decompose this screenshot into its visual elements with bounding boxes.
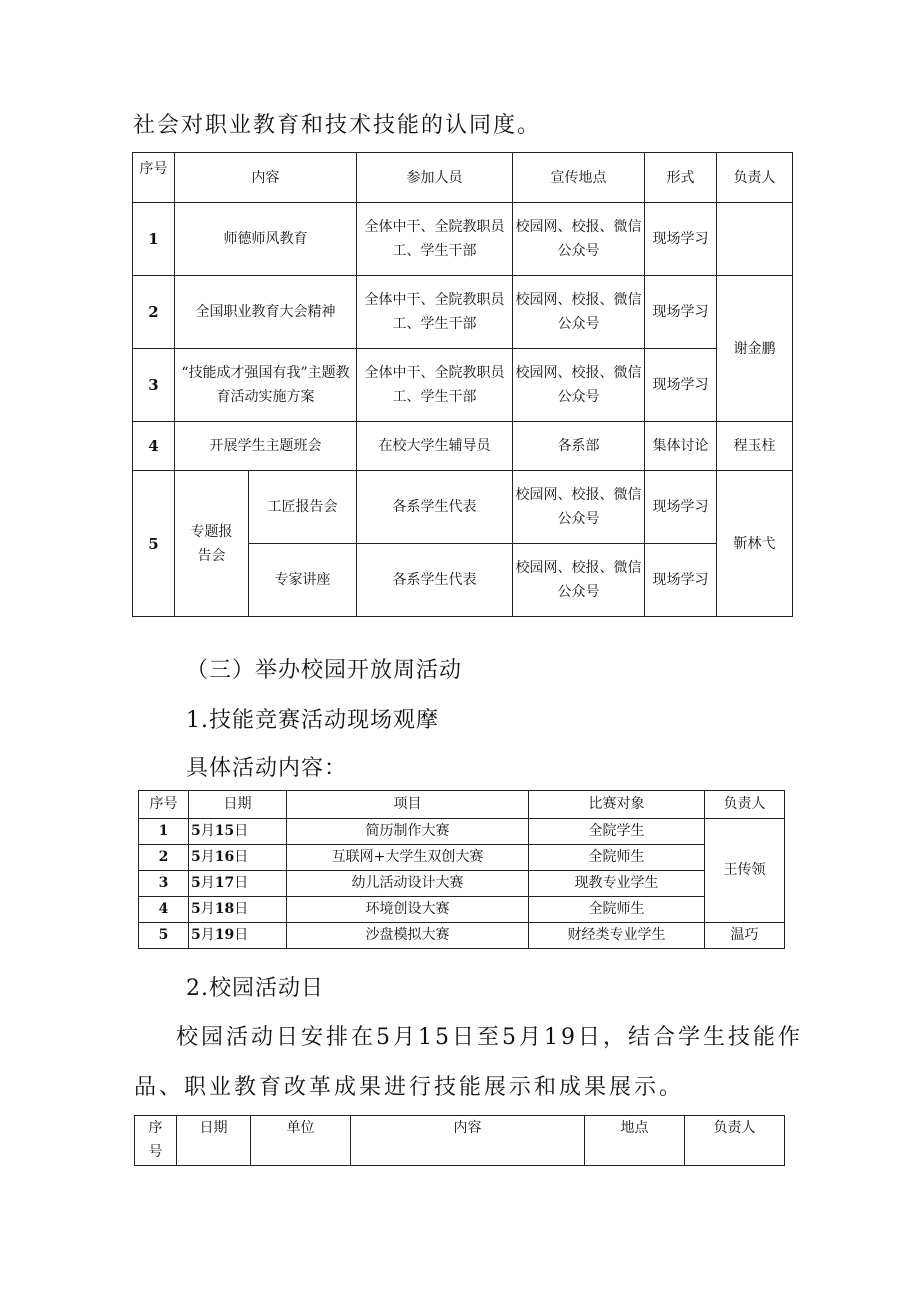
header-cell: 比赛对象	[529, 791, 705, 819]
header-cell: 地点	[585, 1116, 685, 1166]
participants-cell: 全体中干、全院教职员工、学生干部	[357, 276, 513, 349]
date-cell: 5月15日	[189, 819, 287, 845]
item1-title: 1.技能竞赛活动现场观摩	[186, 708, 439, 733]
form-cell: 现场学习	[645, 544, 717, 617]
item1-subtitle: 具体活动内容：	[186, 756, 348, 781]
header-cell: 负责人	[685, 1116, 785, 1166]
table-row	[139, 897, 785, 923]
owner-cell: 靳林弋	[717, 471, 793, 617]
project-cell: 沙盘模拟大赛	[287, 923, 529, 949]
row-number: 4	[133, 422, 175, 471]
sub-content-cell: 工匠报告会	[249, 471, 357, 544]
table-row	[133, 276, 793, 349]
form-cell: 集体讨论	[645, 422, 717, 471]
header-cell: 项目	[287, 791, 529, 819]
content-cell: 专题报告会	[175, 471, 249, 617]
row-number: 5	[133, 471, 175, 617]
table-row	[133, 422, 793, 471]
location-cell: 校园网、校报、微信公众号	[513, 471, 645, 544]
row-number: 5	[139, 923, 189, 949]
date-cell: 5月19日	[189, 923, 287, 949]
header-cell: 序号	[139, 791, 189, 819]
location-cell: 各系部	[513, 422, 645, 471]
project-cell: 环境创设大赛	[287, 897, 529, 923]
item2-title: 2.校园活动日	[186, 976, 324, 1001]
paragraph-line-2: 品、职业教育改革成果进行技能展示和成果展示。	[134, 1075, 685, 1100]
date-cell: 5月16日	[189, 845, 287, 871]
owner-cell: 王传领	[705, 819, 785, 923]
participants-cell: 各系学生代表	[357, 471, 513, 544]
target-cell: 全院学生	[529, 819, 705, 845]
row-number: 2	[133, 276, 175, 349]
header-cell: 日期	[177, 1116, 251, 1166]
header-cell: 参加人员	[357, 153, 513, 203]
header-cell: 形式	[645, 153, 717, 203]
table-header-row	[135, 1116, 785, 1166]
row-number: 3	[139, 871, 189, 897]
date-cell: 5月18日	[189, 897, 287, 923]
header-cell: 序号	[135, 1116, 177, 1166]
section3-title: （三）举办校园开放周活动	[186, 658, 463, 683]
table-row	[133, 349, 793, 422]
participants-cell: 全体中干、全院教职员工、学生干部	[357, 349, 513, 422]
form-cell: 现场学习	[645, 203, 717, 276]
header-cell: 序号	[133, 153, 175, 203]
participants-cell: 全体中干、全院教职员工、学生干部	[357, 203, 513, 276]
table-header-row	[133, 153, 793, 203]
location-cell: 校园网、校报、微信公众号	[513, 544, 645, 617]
header-cell: 宣传地点	[513, 153, 645, 203]
paragraph-line-1: 校园活动日安排在5月15日至5月19日，结合学生技能作	[176, 1025, 803, 1050]
header-cell: 单位	[251, 1116, 351, 1166]
row-number: 4	[139, 897, 189, 923]
owner-cell: 谢金鹏	[717, 276, 793, 422]
location-cell: 校园网、校报、微信公众号	[513, 276, 645, 349]
participants-cell: 在校大学生辅导员	[357, 422, 513, 471]
empty-cell	[717, 203, 793, 276]
project-cell: 简历制作大赛	[287, 819, 529, 845]
competition-table	[138, 790, 785, 949]
content-cell: 师德师风教育	[175, 203, 357, 276]
intro-line: 社会对职业教育和技术技能的认同度。	[133, 113, 542, 138]
header-cell: 内容	[175, 153, 357, 203]
row-number: 3	[133, 349, 175, 422]
sub-content-cell: 专家讲座	[249, 544, 357, 617]
table-row	[133, 471, 793, 544]
row-number: 2	[139, 845, 189, 871]
target-cell: 全院师生	[529, 897, 705, 923]
row-number: 1	[139, 819, 189, 845]
target-cell: 财经类专业学生	[529, 923, 705, 949]
project-cell: 互联网+大学生双创大赛	[287, 845, 529, 871]
table-row	[139, 819, 785, 845]
table-row	[139, 871, 785, 897]
form-cell: 现场学习	[645, 349, 717, 422]
owner-cell: 程玉柱	[717, 422, 793, 471]
table-row	[133, 203, 793, 276]
header-cell: 负责人	[705, 791, 785, 819]
content-cell: “技能成才强国有我”主题教育活动实施方案	[175, 349, 357, 422]
target-cell: 全院师生	[529, 845, 705, 871]
table-header-row	[139, 791, 785, 819]
row-number: 1	[133, 203, 175, 276]
content-cell: 开展学生主题班会	[175, 422, 357, 471]
table-row	[139, 923, 785, 949]
header-cell: 负责人	[717, 153, 793, 203]
target-cell: 现教专业学生	[529, 871, 705, 897]
campus-day-table	[134, 1115, 785, 1166]
date-cell: 5月17日	[189, 871, 287, 897]
location-cell: 校园网、校报、微信公众号	[513, 203, 645, 276]
publicity-table	[132, 152, 793, 617]
participants-cell: 各系学生代表	[357, 544, 513, 617]
owner-cell: 温巧	[705, 923, 785, 949]
project-cell: 幼儿活动设计大赛	[287, 871, 529, 897]
form-cell: 现场学习	[645, 276, 717, 349]
form-cell: 现场学习	[645, 471, 717, 544]
content-cell: 全国职业教育大会精神	[175, 276, 357, 349]
table-row	[139, 845, 785, 871]
header-cell: 日期	[189, 791, 287, 819]
location-cell: 校园网、校报、微信公众号	[513, 349, 645, 422]
header-cell: 内容	[351, 1116, 585, 1166]
